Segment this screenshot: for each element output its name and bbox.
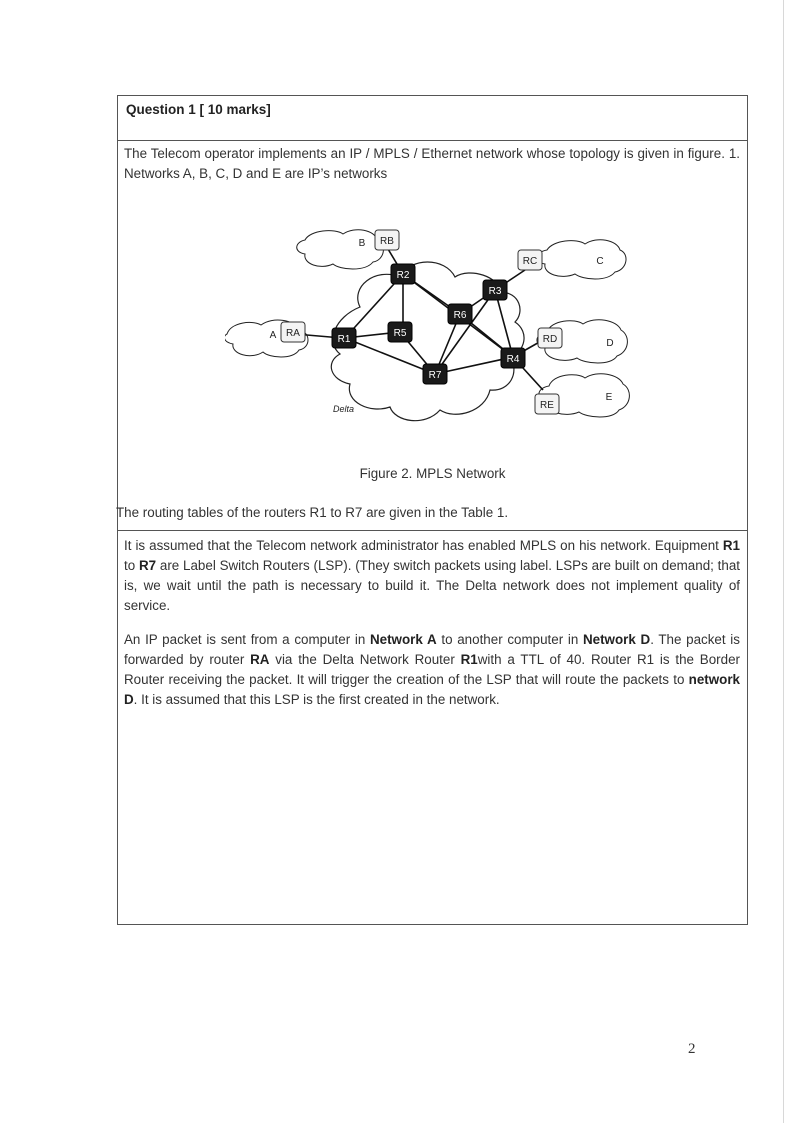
mpls-network-figure	[225, 222, 645, 452]
text-segment: An IP packet is sent from a computer in	[124, 632, 370, 647]
text-segment: via the Delta Network Router	[269, 652, 461, 667]
label-network-e: E	[605, 392, 613, 403]
bold-term: RA	[250, 652, 270, 667]
label-rb: RB	[380, 236, 394, 247]
text-segment: to	[124, 558, 139, 573]
network-c-cloud	[537, 240, 626, 279]
label-ra: RA	[286, 328, 300, 339]
network-b-cloud	[297, 230, 384, 269]
label-r3: R3	[488, 286, 502, 297]
text-segment: . The packet is forwarded by router	[124, 632, 740, 667]
bold-term: R7	[138, 558, 157, 573]
label-r1: R1	[337, 334, 351, 345]
label-network-a: A	[269, 330, 277, 341]
bold-term: Network D	[582, 632, 651, 647]
label-network-b: B	[358, 238, 366, 249]
title-divider	[118, 140, 747, 141]
text-segment: It is assumed that the Telecom network administrator has enabled MPLS on his network. Equipment	[124, 538, 723, 553]
bold-term: R1	[460, 652, 478, 667]
page-edge	[783, 0, 784, 1123]
label-r2: R2	[396, 270, 410, 281]
text-segment: with a TTL of 40. Router R1 is the Border Router receiving the packet. It will trigger the creation of the LSP that will route the packets to	[124, 652, 740, 687]
text-segment: . It is assumed that this LSP is the first created in the network.	[133, 692, 500, 707]
mpls-paragraph	[124, 536, 740, 616]
question-frame	[117, 95, 748, 925]
label-rd: RD	[542, 334, 558, 345]
bold-term: network D	[124, 672, 740, 707]
label-network-d: D	[606, 338, 614, 349]
figure-caption: Figure 2. MPLS Network	[359, 466, 506, 481]
label-r6: R6	[453, 310, 467, 321]
question-title: Question 1 [ 10 marks]	[126, 102, 271, 117]
label-r7: R7	[428, 370, 442, 381]
section-divider	[118, 530, 747, 531]
label-re: RE	[540, 400, 554, 411]
label-r4: R4	[506, 354, 520, 365]
routing-note: The routing tables of the routers R1 to R7 are given in the Table 1.	[116, 505, 509, 520]
text-segment: are Label Switch Routers (LSP). (They switch packets using label. LSPs are built on demand; that is, we wait until the path is necessary to build it. The Delta network does not implement quality of service.	[124, 558, 740, 613]
page-number: 2	[688, 1041, 696, 1057]
label-rc: RC	[522, 256, 538, 267]
delta-label: Delta	[333, 404, 355, 414]
label-network-c: C	[596, 256, 604, 267]
bold-term: Network A	[369, 632, 437, 647]
intro-paragraph: The Telecom operator implements an IP / MPLS / Ethernet network whose topology is given in figure. 1. Networks A, B, C, D and E are IP’s networks	[124, 146, 740, 181]
packet-paragraph	[124, 630, 740, 710]
text-segment: to another computer in	[436, 632, 583, 647]
label-r5: R5	[393, 328, 407, 339]
bold-term: R1	[722, 538, 740, 553]
